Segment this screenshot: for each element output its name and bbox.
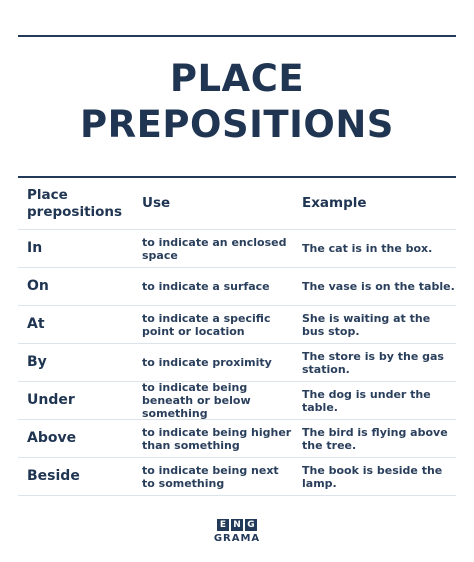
enggrama-logo (0, 512, 474, 544)
example-cell: The dog is under the table. (302, 387, 431, 414)
preposition-cell: Under (27, 392, 75, 408)
logo-letter-boxes (217, 519, 257, 531)
table-row (18, 306, 456, 344)
use-cell: to indicate being next to something (142, 463, 279, 490)
preposition-cell: In (27, 240, 43, 256)
use-cell: to indicate a surface (142, 280, 270, 293)
table-row (18, 420, 456, 458)
top-divider (18, 35, 456, 37)
example-cell: The vase is on the table. (302, 280, 455, 293)
example-cell: The book is beside the lamp. (302, 463, 443, 490)
preposition-cell: Above (27, 430, 77, 446)
preposition-cell: On (27, 278, 49, 294)
example-cell: The store is by the gas station. (302, 349, 444, 376)
preposition-cell: At (27, 316, 45, 332)
logo-letter-e: E (217, 519, 229, 531)
header-use: Use (142, 195, 171, 211)
header-place-prepositions: Place prepositions (27, 186, 123, 220)
logo-letter-n: N (231, 519, 243, 531)
page-title (0, 56, 474, 148)
logo-letter-g: G (245, 519, 257, 531)
table-row (18, 458, 456, 496)
table-row (18, 382, 456, 420)
prepositions-table (18, 178, 456, 496)
table-row (18, 344, 456, 382)
preposition-cell: By (27, 354, 47, 370)
table-row (18, 268, 456, 306)
example-cell: The cat is in the box. (302, 242, 433, 255)
logo-name: GRAMA (213, 533, 261, 544)
title-line-2: PREPOSITIONS (80, 103, 394, 146)
preposition-cell: Beside (27, 468, 80, 484)
title-line-1: PLACE (169, 57, 305, 100)
header-example: Example (302, 195, 367, 211)
table-header-row (18, 178, 456, 230)
use-cell: to indicate being beneath or below something (142, 381, 251, 420)
use-cell: to indicate an enclosed space (142, 235, 287, 262)
use-cell: to indicate a specific point or location (142, 311, 271, 338)
example-cell: She is waiting at the bus stop. (302, 311, 431, 338)
use-cell: to indicate being higher than something (142, 425, 292, 452)
table-row (18, 230, 456, 268)
use-cell: to indicate proximity (142, 356, 272, 369)
example-cell: The bird is flying above the tree. (302, 425, 448, 452)
